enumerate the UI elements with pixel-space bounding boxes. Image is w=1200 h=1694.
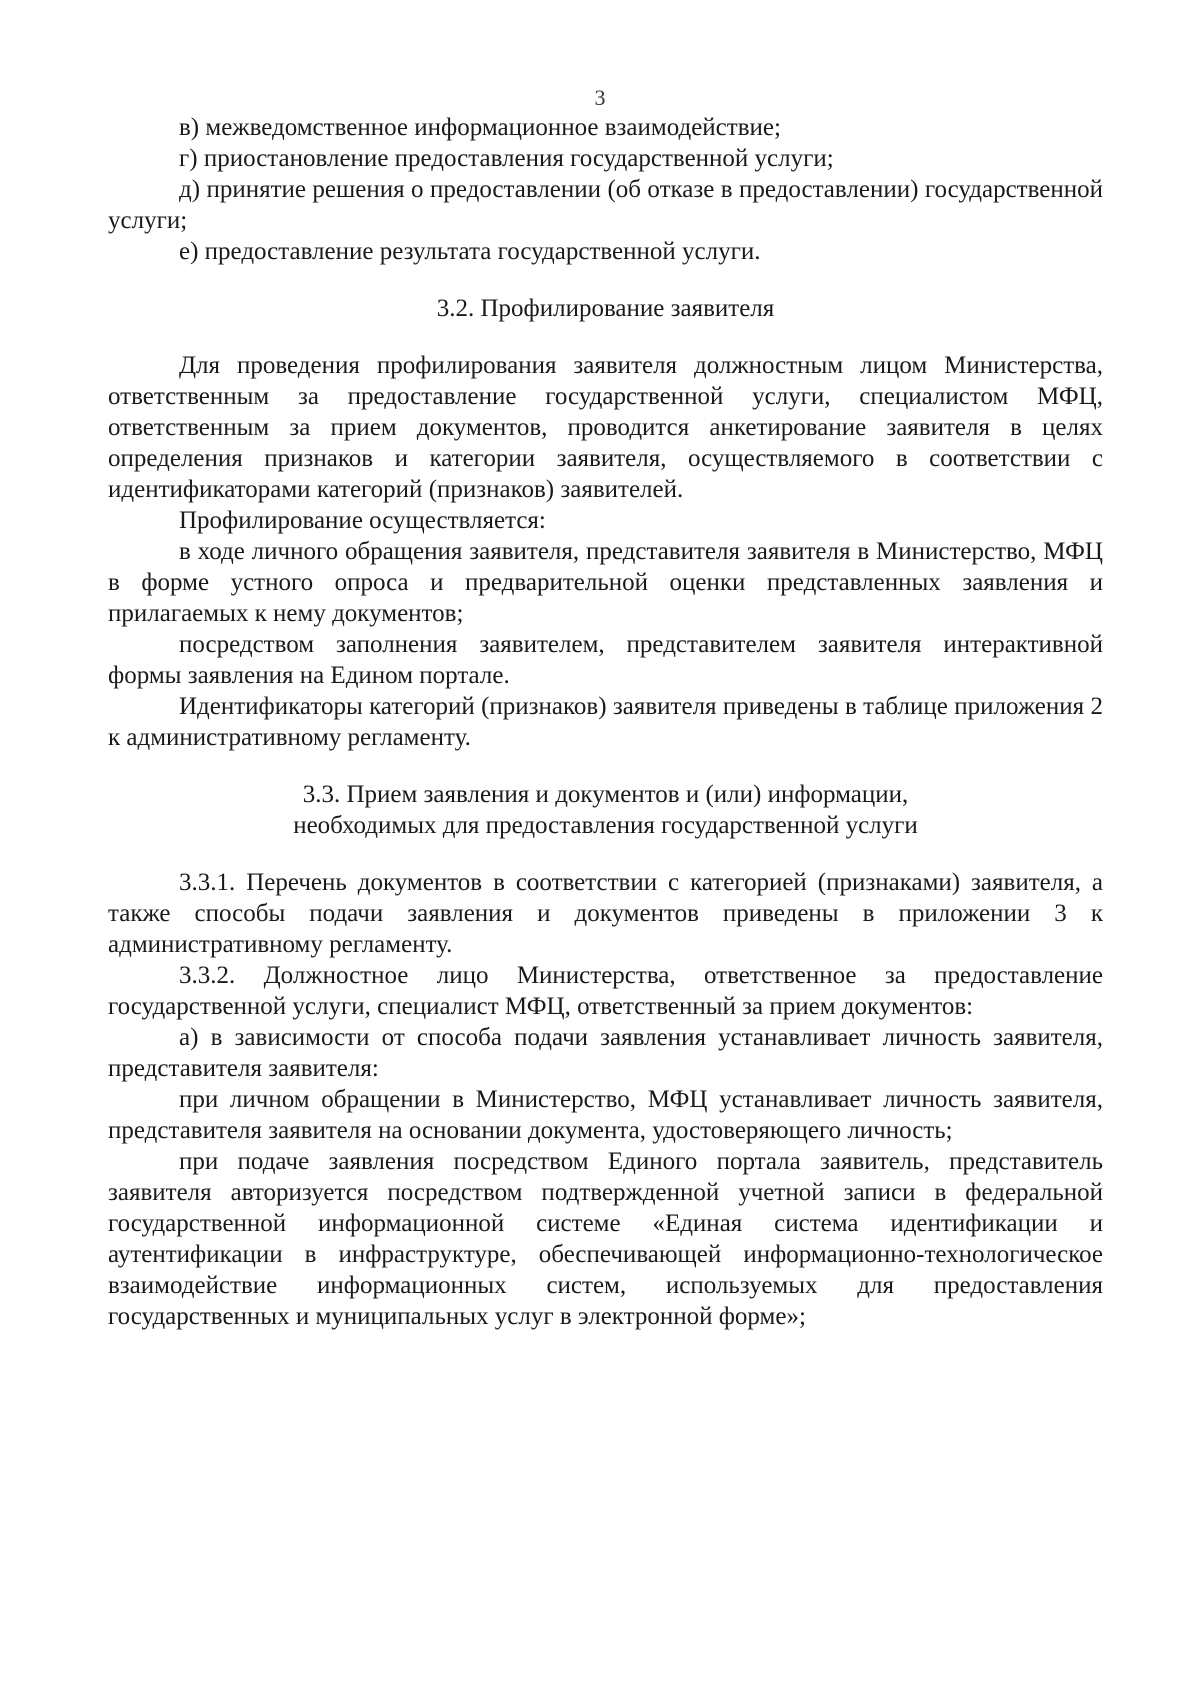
paragraph: 3.3.1. Перечень документов в соответствии с категорией (признаками) заявителя, а также способы подачи заявления и документов приведены в приложении 3 к административному регламенту. (108, 869, 1103, 958)
list-item: в) межведомственное информационное взаимодействие; (179, 114, 781, 141)
paragraph: Идентификаторы категорий (признаков) заявителя приведены в таблице приложения 2 к административному регламенту. (108, 693, 1103, 751)
paragraph: при личном обращении в Министерство, МФЦ устанавливает личность заявителя, представителя заявителя на основании документа, удостоверяющего личность; (108, 1086, 1103, 1144)
paragraph: 3.3.2. Должностное лицо Министерства, ответственное за предоставление государственной услуги, специалист МФЦ, ответственный за прием документов: (108, 962, 1103, 1020)
list-item: д) принятие решения о предоставлении (об отказе в предоставлении) государственной услуги; (108, 176, 1103, 234)
paragraph: при подаче заявления посредством Единого портала заявитель, представитель заявителя авторизуется посредством подтвержденной учетной записи в федеральной государственной информационной системе «Единая система идентификации и аутентификации в инфраструктуре, обеспечивающей информационно-технологическое взаимодействие информационных систем, используемых для предоставления государственных и муниципальных услуг в электронной форме»; (108, 1148, 1103, 1330)
section-heading-3-3-line2: необходимых для предоставления государственной услуги (293, 812, 918, 839)
list-item: г) приостановление предоставления государственной услуги; (179, 145, 834, 172)
page-number: 3 (594, 85, 606, 110)
paragraph: посредством заполнения заявителем, представителем заявителя интерактивной формы заявления на Едином портале. (108, 631, 1103, 689)
paragraph: в ходе личного обращения заявителя, представителя заявителя в Министерство, МФЦ в форме устного опроса и предварительной оценки представленных заявления и прилагаемых к нему документов; (108, 538, 1103, 627)
section-heading-3-3-line1: 3.3. Прием заявления и документов и (или) информации, (302, 781, 909, 808)
list-item: е) предоставление результата государственной услуги. (179, 238, 761, 265)
paragraph: Профилирование осуществляется: (179, 507, 546, 534)
paragraph: Для проведения профилирования заявителя должностным лицом Министерства, ответственным за предоставление государственной услуги, специалистом МФЦ, ответственным за прием документов, проводится анкетирование заявителя в целях определения признаков и категории заявителя, осуществляемого в соответствии с идентификаторами категорий (признаков) заявителей. (108, 352, 1103, 503)
paragraph: а) в зависимости от способа подачи заявления устанавливает личность заявителя, представителя заявителя: (108, 1024, 1103, 1082)
page-content (108, 112, 1103, 1332)
section-heading-3-2: 3.2. Профилирование заявителя (436, 295, 775, 322)
